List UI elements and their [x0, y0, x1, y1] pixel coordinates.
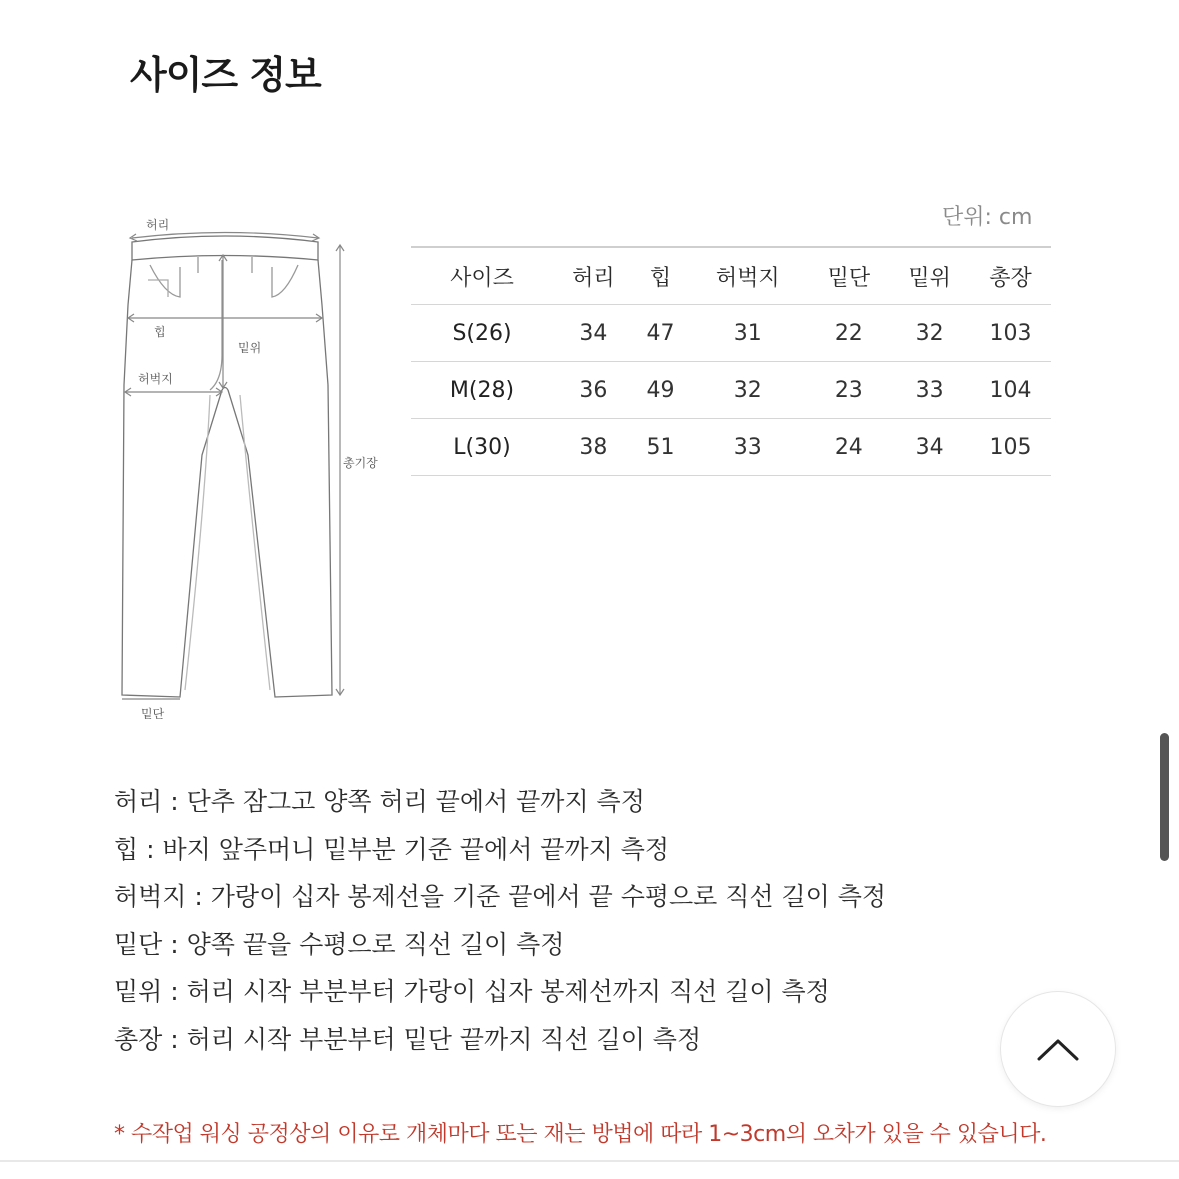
- table-cell: 49: [634, 362, 687, 419]
- unit-label: 단위: cm: [942, 205, 1033, 230]
- scroll-to-top-button[interactable]: [1001, 992, 1115, 1106]
- diagram-label-hem: 밑단: [141, 707, 165, 721]
- table-cell: S(26): [411, 305, 553, 362]
- table-cell: 33: [687, 419, 808, 476]
- chevron-up-icon: [1036, 1036, 1080, 1062]
- table-cell: L(30): [411, 419, 553, 476]
- table-cell: 24: [808, 419, 889, 476]
- table-cell: 36: [553, 362, 634, 419]
- note-total-length: 총장 : 허리 시작 부분부터 밑단 끝까지 직선 길이 측정: [114, 1024, 702, 1054]
- header-cell: 총장: [970, 247, 1051, 305]
- table-cell: 103: [970, 305, 1051, 362]
- header-cell: 사이즈: [411, 247, 553, 305]
- disclaimer-text: * 수작업 워싱 공정상의 이유로 개체마다 또는 재는 방법에 따라 1~3cm의 오차가 있을 수 있습니다.: [114, 1122, 1047, 1147]
- table-cell: 105: [970, 419, 1051, 476]
- note-thigh: 허벅지 : 가랑이 십자 봉제선을 기준 끝에서 끝 수평으로 직선 길이 측정: [114, 882, 887, 911]
- note-waist: 허리 : 단추 잠그고 양쪽 허리 끝에서 끝까지 측정: [114, 787, 645, 816]
- note-hip: 힙 : 바지 앞주머니 밑부분 기준 끝에서 끝까지 측정: [114, 834, 669, 864]
- table-cell: 22: [808, 305, 889, 362]
- header-cell: 밑위: [889, 247, 970, 305]
- table-cell: 47: [634, 305, 687, 362]
- table-cell: 33: [889, 362, 970, 419]
- table-row: [411, 362, 1051, 419]
- header-cell: 허벅지: [687, 247, 808, 305]
- note-hem: 밑단 : 양쪽 끝을 수평으로 직선 길이 측정: [114, 929, 565, 959]
- scrollbar-thumb[interactable]: [1160, 733, 1169, 861]
- table-cell: 31: [687, 305, 808, 362]
- table-cell: 51: [634, 419, 687, 476]
- size-table: [411, 246, 1051, 476]
- diagram-label-total-length: 총기장: [343, 456, 378, 470]
- table-cell: 32: [889, 305, 970, 362]
- diagram-label-waist: 허리: [146, 218, 170, 232]
- diagram-label-hip: 힙: [154, 325, 166, 339]
- header-cell: 힙: [634, 247, 687, 305]
- divider: [0, 1160, 1179, 1162]
- table-cell: 32: [687, 362, 808, 419]
- table-cell: 34: [889, 419, 970, 476]
- diagram-label-thigh: 허벅지: [138, 372, 173, 386]
- measurement-notes: [114, 778, 886, 1063]
- table-cell: M(28): [411, 362, 553, 419]
- diagram-label-rise: 밑위: [238, 341, 262, 355]
- header-cell: 밑단: [808, 247, 889, 305]
- table-cell: 38: [553, 419, 634, 476]
- table-cell: 104: [970, 362, 1051, 419]
- header-cell: 허리: [553, 247, 634, 305]
- page-title: 사이즈 정보: [130, 53, 321, 97]
- table-cell: 23: [808, 362, 889, 419]
- note-rise: 밑위 : 허리 시작 부분부터 가랑이 십자 봉제선까지 직선 길이 측정: [114, 977, 830, 1006]
- table-row: [411, 305, 1051, 362]
- table-header-row: [411, 247, 1051, 305]
- table-row: [411, 419, 1051, 476]
- table-cell: 34: [553, 305, 634, 362]
- pants-measurement-diagram: [110, 205, 400, 735]
